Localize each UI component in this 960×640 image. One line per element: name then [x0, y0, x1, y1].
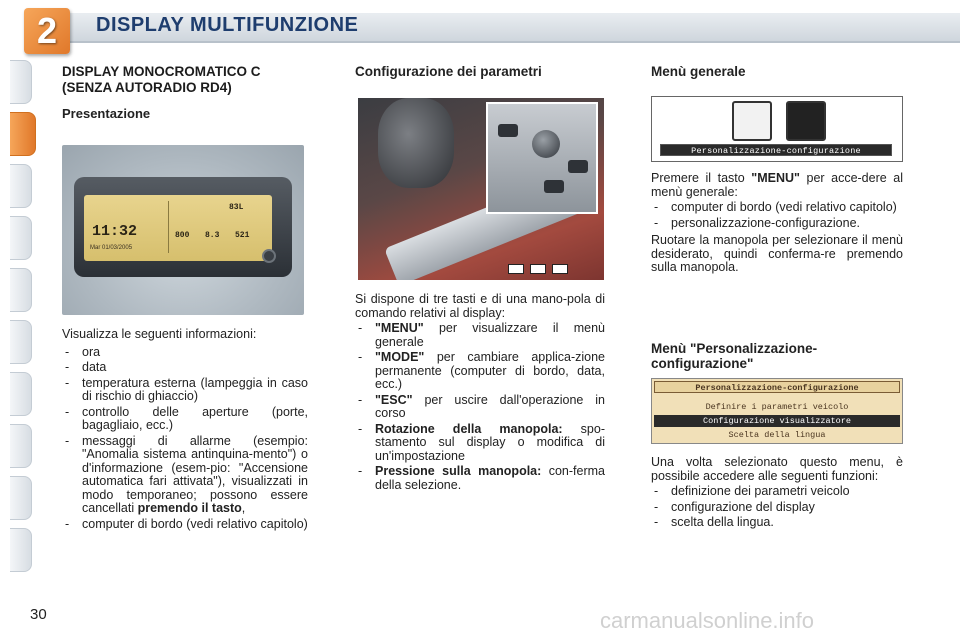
- console-button: [530, 264, 546, 274]
- chapter-header: [0, 0, 960, 52]
- control-item-press: - Pressione sulla manopola: con-ferma della selezione.: [355, 465, 605, 492]
- heading-menu-generale: Menù generale: [651, 64, 746, 79]
- instrument-display-photo: [62, 145, 304, 315]
- general-menu-text: [651, 172, 903, 275]
- list-item: - computer di bordo (vedi relativo capitolo): [62, 518, 308, 532]
- list-item: - data: [62, 361, 308, 375]
- list-item: - definizione dei parametri veicolo: [651, 485, 903, 499]
- custom-menu-text: [651, 456, 903, 530]
- general-menu-screen: [651, 96, 903, 162]
- general-menu-selection: Personalizzazione-configurazione: [660, 144, 892, 156]
- side-tab[interactable]: [10, 528, 32, 572]
- settings-row: Definire i parametri veicolo: [705, 402, 849, 412]
- list-item: - configurazione del display: [651, 501, 903, 515]
- controls-intro: Si dispone di tre tasti e di una mano-pola di comando relativi al display:: [355, 292, 605, 320]
- general-menu-instruction: Premere il tasto "MENU" per acce-dere al menù generale:: [651, 171, 903, 199]
- console-controls-photo: [358, 98, 604, 280]
- list-item: - scelta della lingua.: [651, 516, 903, 530]
- display-data-area: [168, 201, 268, 253]
- list-item: - controllo delle aperture (porte, bagagliaio, ecc.): [62, 406, 308, 433]
- control-item-rotate: - Rotazione della manopola: spo-stamento sul display o modifica di un'impostazione: [355, 423, 605, 464]
- side-tab-active[interactable]: [10, 112, 36, 156]
- chapter-title: DISPLAY MULTIFUNZIONE: [96, 14, 359, 36]
- list-item: - temperatura esterna (lampeggia in caso di rischio di ghiaccio): [62, 377, 308, 404]
- left-text: [62, 328, 308, 531]
- list-item: - ora: [62, 346, 308, 360]
- side-tab[interactable]: [10, 372, 32, 416]
- info-list: [62, 346, 308, 532]
- chapter-number: 2: [36, 10, 58, 51]
- esc-button: [544, 180, 564, 193]
- control-buttons-inset: [486, 102, 598, 214]
- side-tab[interactable]: [10, 216, 32, 260]
- display-message: Mar 01/03/2005: [90, 245, 133, 251]
- settings-menu-screen: [651, 378, 903, 444]
- side-tab[interactable]: [10, 424, 32, 468]
- gear-lever: [378, 98, 454, 188]
- control-item-esc: - "ESC" per uscire dall'operazione in corso: [355, 394, 605, 421]
- control-item-menu: - "MENU" per visualizzare il menù generale: [355, 322, 605, 349]
- general-menu-note: Ruotare la manopola per selezionare il menù desiderato, quindi conferma-re premendo sulla manopola.: [651, 233, 903, 274]
- heading-configurazione: Configurazione dei parametri: [355, 64, 542, 79]
- middle-text: [355, 293, 605, 492]
- middle-column: [355, 64, 605, 79]
- side-tab[interactable]: [10, 476, 32, 520]
- general-menu-list: [651, 201, 903, 230]
- settings-row: Scelta della lingua: [728, 430, 826, 440]
- list-item: - personalizzazione-configurazione.: [651, 217, 903, 231]
- controls-list: [355, 322, 605, 492]
- list-item: - computer di bordo (vedi relativo capitolo): [651, 201, 903, 215]
- display-value: 521: [235, 231, 250, 240]
- settings-row-selected: Configurazione visualizzatore: [654, 415, 900, 427]
- custom-menu-list: [651, 485, 903, 530]
- mode-button: [568, 160, 588, 173]
- intro-text: Visualizza le seguenti informazioni:: [62, 327, 257, 341]
- list-item-alert: - messaggi di allarme (esempio: "Anomalia sistema antinquina-mento") o d'informazione (esem-pio: "Accensione automatica fari attivata"), visualizzati in modo temporaneo; possono essere cancellati premendo il tasto,: [62, 435, 308, 516]
- section-heading-display: DISPLAY MONOCROMATICO C (SENZA AUTORADIO RD4): [62, 64, 261, 95]
- display-fuel: 83L: [229, 203, 244, 212]
- right-column: [651, 64, 903, 79]
- menu-button: [498, 124, 518, 137]
- subheading-presentazione: Presentazione: [62, 106, 151, 121]
- control-item-mode: - "MODE" per cambiare applica-zione permanente (computer di bordo, data, ecc.): [355, 351, 605, 392]
- heading-menu-personalizzazione: Menù "Personalizzazione-configurazione": [651, 341, 818, 371]
- display-time: 11:32: [92, 223, 138, 240]
- control-knob: [532, 130, 560, 158]
- watermark: carmanualsonline.info: [600, 608, 815, 633]
- page-number: 30: [30, 606, 47, 623]
- left-column: [62, 64, 308, 121]
- display-value: 8.3: [205, 231, 220, 240]
- custom-menu-heading-block: [651, 341, 903, 371]
- side-tab[interactable]: [10, 164, 32, 208]
- console-button: [552, 264, 568, 274]
- fuel-pump-icon: [732, 101, 772, 141]
- settings-screen-title: Personalizzazione-configurazione: [654, 381, 900, 393]
- display-knob: [262, 249, 276, 263]
- side-tab[interactable]: [10, 60, 32, 104]
- settings-sliders-icon: [786, 101, 826, 141]
- custom-menu-intro: Una volta selezionato questo menu, è possibile accedere alle seguenti funzioni:: [651, 455, 903, 483]
- display-value: 800: [175, 231, 190, 240]
- side-tab[interactable]: [10, 268, 32, 312]
- side-tab[interactable]: [10, 320, 32, 364]
- console-button: [508, 264, 524, 274]
